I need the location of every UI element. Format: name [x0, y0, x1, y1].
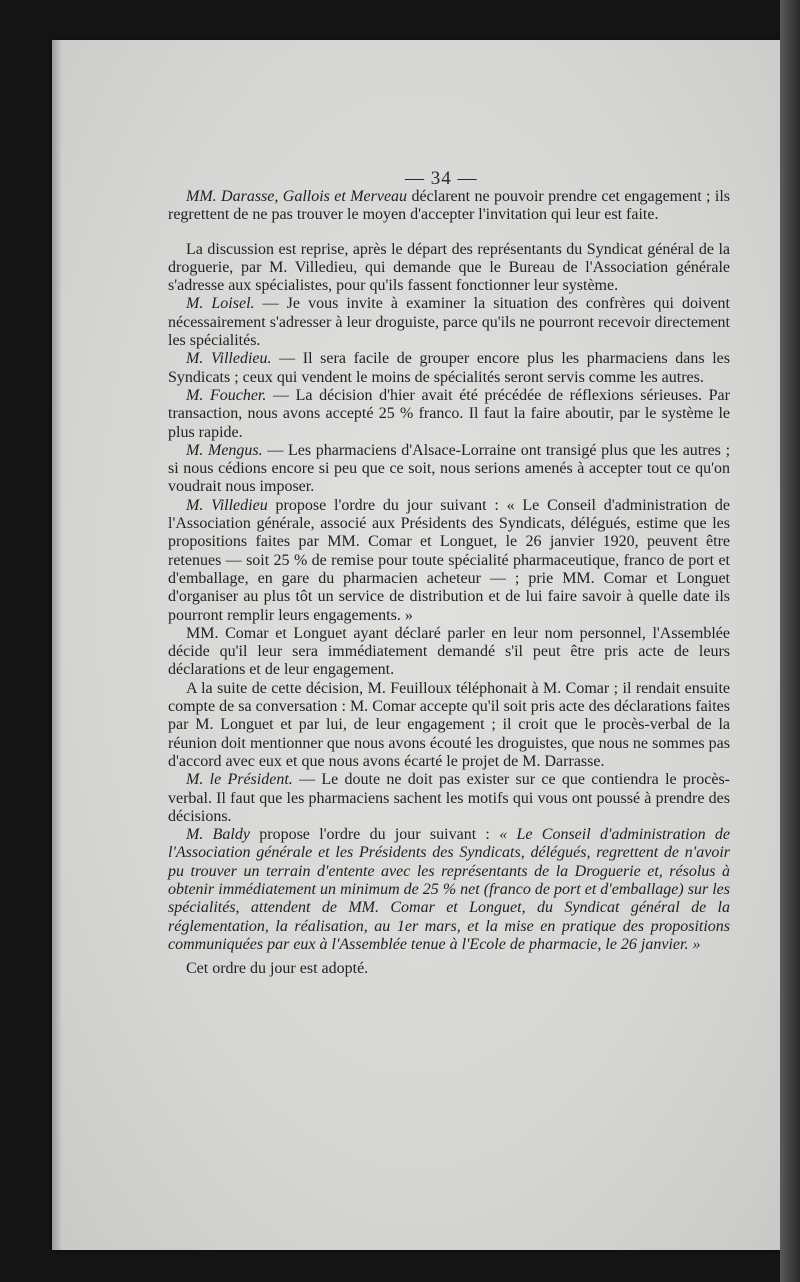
paragraph-discussion: [168, 241, 730, 296]
paragraph-refusal: [168, 188, 730, 225]
speaker-name: M. le Président.: [186, 771, 293, 789]
page-number: — 34 —: [405, 168, 478, 189]
paragraph-assembly-decision: [168, 625, 730, 680]
paragraph-baldy: [168, 826, 730, 954]
speaker-name: M. Villedieu.: [186, 350, 272, 368]
speaker-name: M. Foucher.: [186, 386, 267, 404]
baldy-motion-text: « Le Conseil d'administration de l'Association générale et les Présidents des Syndicats, délégués, regrettent de n'avoir pu trouver un terrain d'entente avec les représentants de la Droguerie et, résolus à obtenir immédiatement un minimum de 25 % net (franco de port et d'emballage) sur les spécialités, attendent de MM. Comar et Longuet, du Syndicat général de la réglementation, la réalisation, au 1er mars, et la mise en pratique des propositions communiquées par eux à l'Assemblée tenue à l'Ecole de pharmacie, le 26 janvier. »: [168, 826, 731, 953]
speaker-name: M. Mengus.: [186, 441, 263, 459]
paragraph-text: A la suite de cette décision, M. Feuilloux téléphonait à M. Comar ; il rendait ensuite compte de sa conversation : M. Comar accepte qu'il soit pris acte des déclarations faites par M. Longuet et par lui, de leur engagement ; il croit que le procès-verbal de la réunion doit mentionner que nous avons écouté les droguistes, que nous ne sommes pas d'accord avec eux et que nous avons écarté le projet de M. Darrasse.: [168, 679, 730, 770]
paragraph-loisel: [168, 295, 730, 350]
paragraph-text: propose l'ordre du jour suivant :: [249, 826, 500, 844]
paragraph-text: — Je vous invite à examiner la situation des confrères qui doivent nécessairement s'adresser à leur droguiste, parce qu'ils ne pourront recevoir directement les spécialités.: [168, 295, 730, 350]
paragraph-text: propose l'ordre du jour suivant : « Le Conseil d'administration de l'Association générale, associé aux Présidents des Syndicats, délégués, estime que les propositions faites par MM. Comar et Longuet, le 26 janvier 1920, peuvent être retenues — soit 25 % de remise pour toute spécialité pharmaceutique, franco de port et d'emballage, en gare du pharmacien acheteur — ; prie MM. Comar et Longuet d'organiser au plus tôt un service de distribution et de lui faire savoir à quelle date ils pourront remplir leurs engagements. »: [168, 496, 731, 624]
speaker-name: MM. Darasse, Gallois et Merveau: [186, 188, 408, 205]
paragraph-villedieu: [168, 350, 730, 387]
paragraph-text: Cet ordre du jour est adopté.: [186, 960, 369, 978]
speaker-name: M. Loisel.: [186, 295, 255, 313]
paragraph-president: [168, 771, 730, 826]
paragraph-text: La discussion est reprise, après le départ des représentants du Syndicat général de la droguerie, par M. Villedieu, qui demande que le Bureau de l'Association générale s'adresse aux spécialistes, pour qu'ils fassent fonctionner leur système.: [168, 240, 730, 295]
paragraph-villedieu-motion: [168, 497, 730, 625]
book-edge: [780, 0, 800, 1282]
paragraph-text: — La décision d'hier avait été précédée de réflexions sérieuses. Par transaction, nous avons accepté 25 % franco. Il faut la faire aboutir, par le système le plus rapide.: [168, 386, 730, 441]
page-binding-shadow: [52, 40, 62, 1250]
paragraph-foucher: [168, 387, 730, 442]
paragraph-text: — Le doute ne doit pas exister sur ce que contiendra le procès-verbal. Il faut que les pharmaciens sachent les motifs qui vous ont poussé à prendre des décisions.: [168, 771, 730, 825]
paragraph-mengus: [168, 442, 730, 497]
paragraph-text: — Les pharmaciens d'Alsace-Lorraine ont transigé plus que les autres ; si nous cédions encore si peu que ce soit, nous serions amenés à accepter tout ce qu'on voudrait nous imposer.: [168, 441, 731, 496]
speaker-name: M. Baldy: [186, 826, 250, 844]
paragraph-text: — Il sera facile de grouper encore plus les pharmaciens dans les Syndicats ; ceux qui vendent le moins de spécialités seront servis comme les autres.: [168, 350, 730, 386]
body-text: [168, 188, 730, 978]
paragraph-text: MM. Comar et Longuet ayant déclaré parler en leur nom personnel, l'Assemblée décide qu'il leur sera immédiatement demandé s'il peut être pris acte de leurs déclarations et de leur engagement.: [168, 624, 730, 679]
speaker-name: M. Villedieu: [186, 496, 268, 514]
paragraph-feuilloux: [168, 680, 730, 771]
paragraph-text: déclarent ne pouvoir prendre cet engagement ; ils regrettent de ne pas trouver le moyen d'accepter l'invitation qui leur est faite.: [168, 188, 731, 224]
paragraph-adopted: [168, 960, 730, 978]
